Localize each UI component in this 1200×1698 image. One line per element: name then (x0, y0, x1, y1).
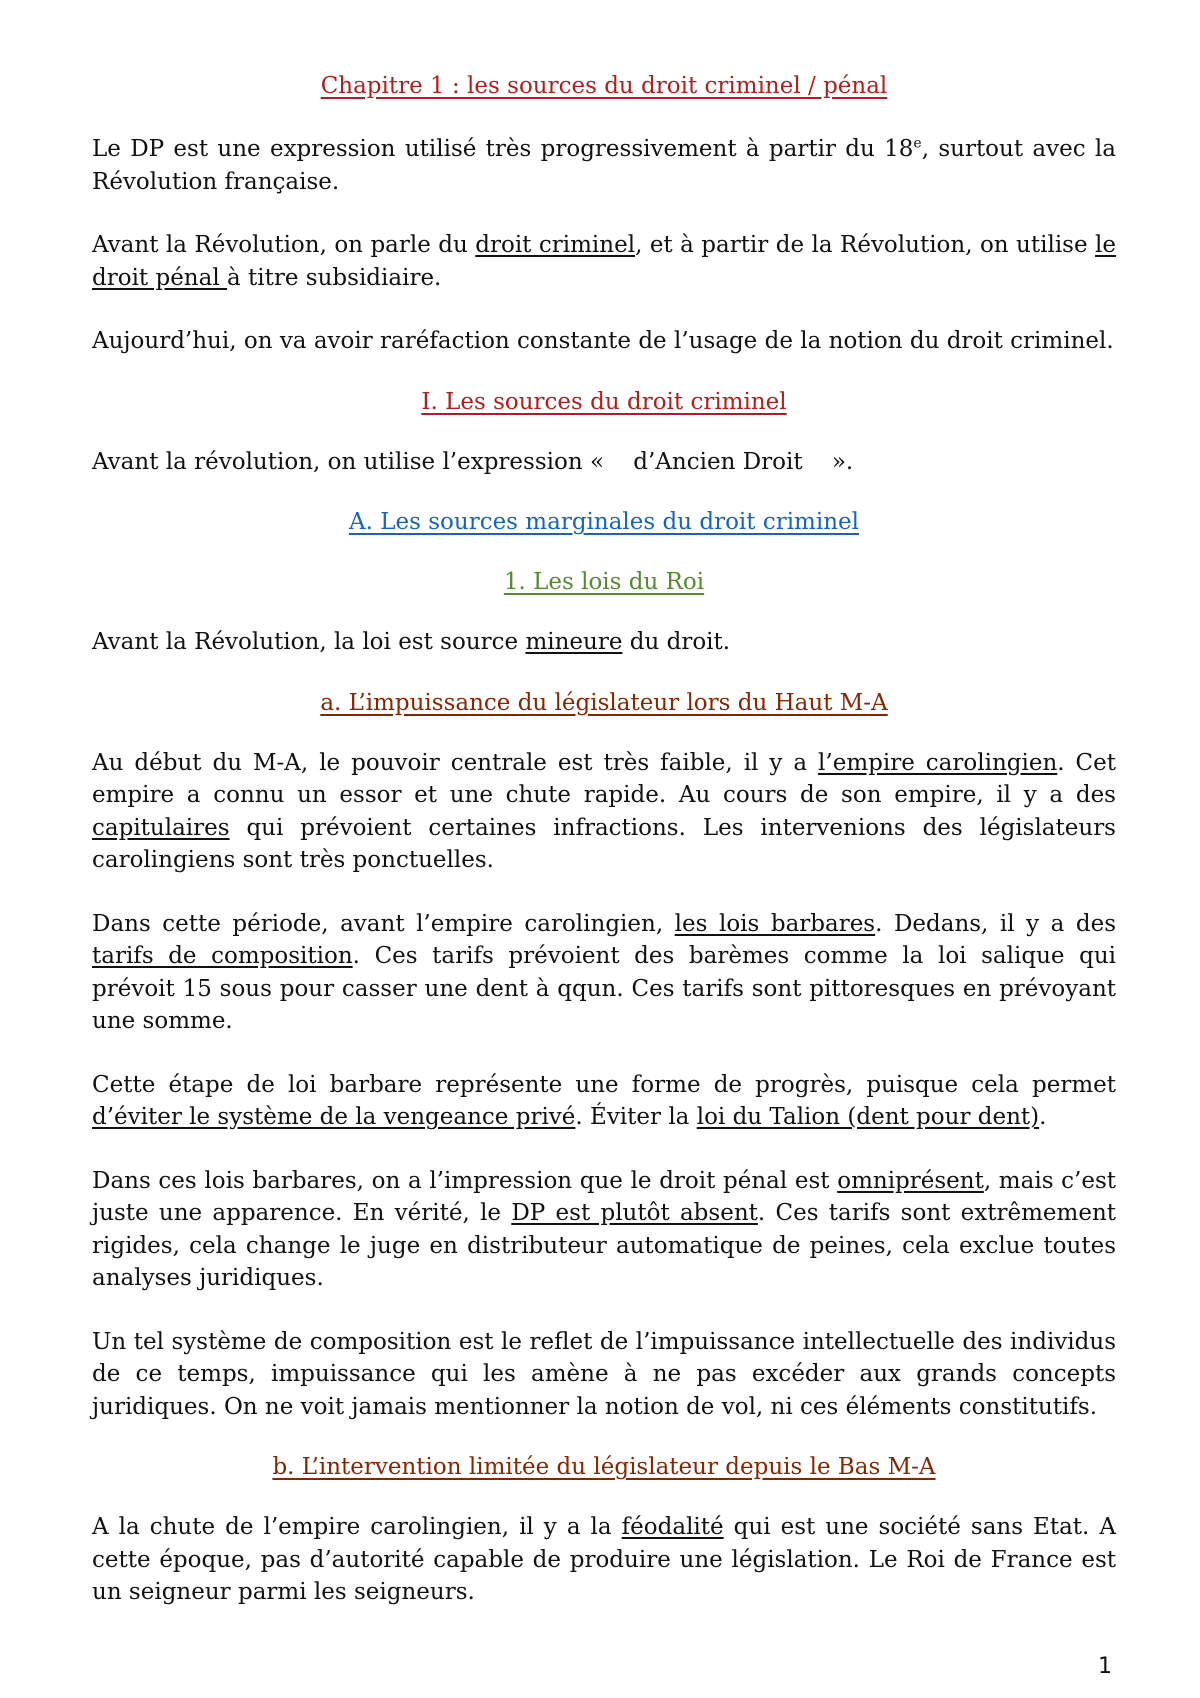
paragraph-8: Cette étape de loi barbare représente une forme de progrès, puisque cela permet d’éviter le système de la vengeance privé. Éviter la loi du Talion (dent pour dent). (92, 1071, 1116, 1130)
underlined-term: le droit pénal (92, 232, 1117, 291)
underlined-term: capitulaires (92, 814, 230, 841)
underlined-term: d’éviter le système de la vengeance privé (92, 1104, 576, 1130)
underlined-term: tarifs de composition (92, 943, 353, 969)
underlined-term: DP est plutôt absent (511, 1200, 758, 1226)
chapter-title: Chapitre 1 : les sources du droit criminel / pénal (320, 73, 888, 99)
superscript: e (913, 135, 922, 152)
underlined-term: loi du Talion (dent pour dent) (696, 1104, 1040, 1130)
subsection-heading-A: A. Les sources marginales du droit criminel (349, 509, 859, 535)
underlined-term: féodalité (621, 1514, 724, 1540)
paragraph-6: Au début du M-A, le pouvoir centrale est très faible, il y a l’empire carolingien. Cet empire a connu un essor et une chute rapide. Au cours de son empire, il y a des capitulaires qui prévoient certaines infractions. Les intervenions des législateurs carolingiens sont très ponctuelles. (92, 749, 1117, 873)
paragraph-3: Aujourd’hui, on va avoir raréfaction constante de l’usage de la notion du droit criminel. (92, 328, 1114, 354)
paragraph-1: Le DP est une expression utilisé très progressivement à partir du 18e, surtout avec la Révolution française. (92, 135, 1116, 195)
subsection-heading-1: 1. Les lois du Roi (503, 569, 705, 595)
document-page (92, 70, 1116, 1609)
paragraph-9: Dans ces lois barbares, on a l’impression que le droit pénal est omniprésent, mais c’est juste une apparence. En vérité, le DP est plutôt absent. Ces tarifs sont extrêmement rigides, cela change le juge en distributeur automatique de peines, cela exclue toutes analyses juridiques. (92, 1167, 1116, 1291)
paragraph-11: A la chute de l’empire carolingien, il y a la féodalité qui est une société sans Etat. A cette époque, pas d’autorité capable de produire une législation. Le Roi de France est un seigneur parmi les seigneurs. (92, 1514, 1116, 1605)
underlined-term: droit criminel (475, 232, 636, 258)
underlined-term: l’empire carolingien (818, 749, 1058, 776)
subsection-heading-b: b. L’intervention limitée du législateur depuis le Bas M-A (272, 1454, 936, 1480)
subsection-heading-a: a. L’impuissance du législateur lors du Haut M-A (320, 689, 888, 716)
underlined-term: les lois barbares (674, 910, 876, 937)
underlined-term: mineure (525, 629, 623, 655)
page-number: 1 (1098, 1654, 1112, 1679)
paragraph-2: Avant la Révolution, on parle du droit criminel, et à partir de la Révolution, on utilise le droit pénal à titre subsidiaire. (92, 232, 1117, 291)
section-heading-I: I. Les sources du droit criminel (421, 388, 787, 415)
paragraph-10: Un tel système de composition est le reflet de l’impuissance intellectuelle des individus de ce temps, impuissance qui les amène à ne pas excéder aux grands concepts juridiques. On ne voit jamais mentionner la notion de vol, ni ces éléments constitutifs. (92, 1328, 1116, 1420)
paragraph-7: Dans cette période, avant l’empire carolingien, les lois barbares. Dedans, il y a des tarifs de composition. Ces tarifs prévoient des barèmes comme la loi salique qui prévoit 15 sous pour casser une dent à qqun. Ces tarifs sont pittoresques en prévoyant une somme. (92, 910, 1116, 1034)
paragraph-4: Avant la révolution, on utilise l’expression « d’Ancien Droit ». (92, 448, 854, 475)
paragraph-5: Avant la Révolution, la loi est source mineure du droit. (92, 629, 731, 655)
underlined-term: omniprésent (837, 1167, 984, 1194)
